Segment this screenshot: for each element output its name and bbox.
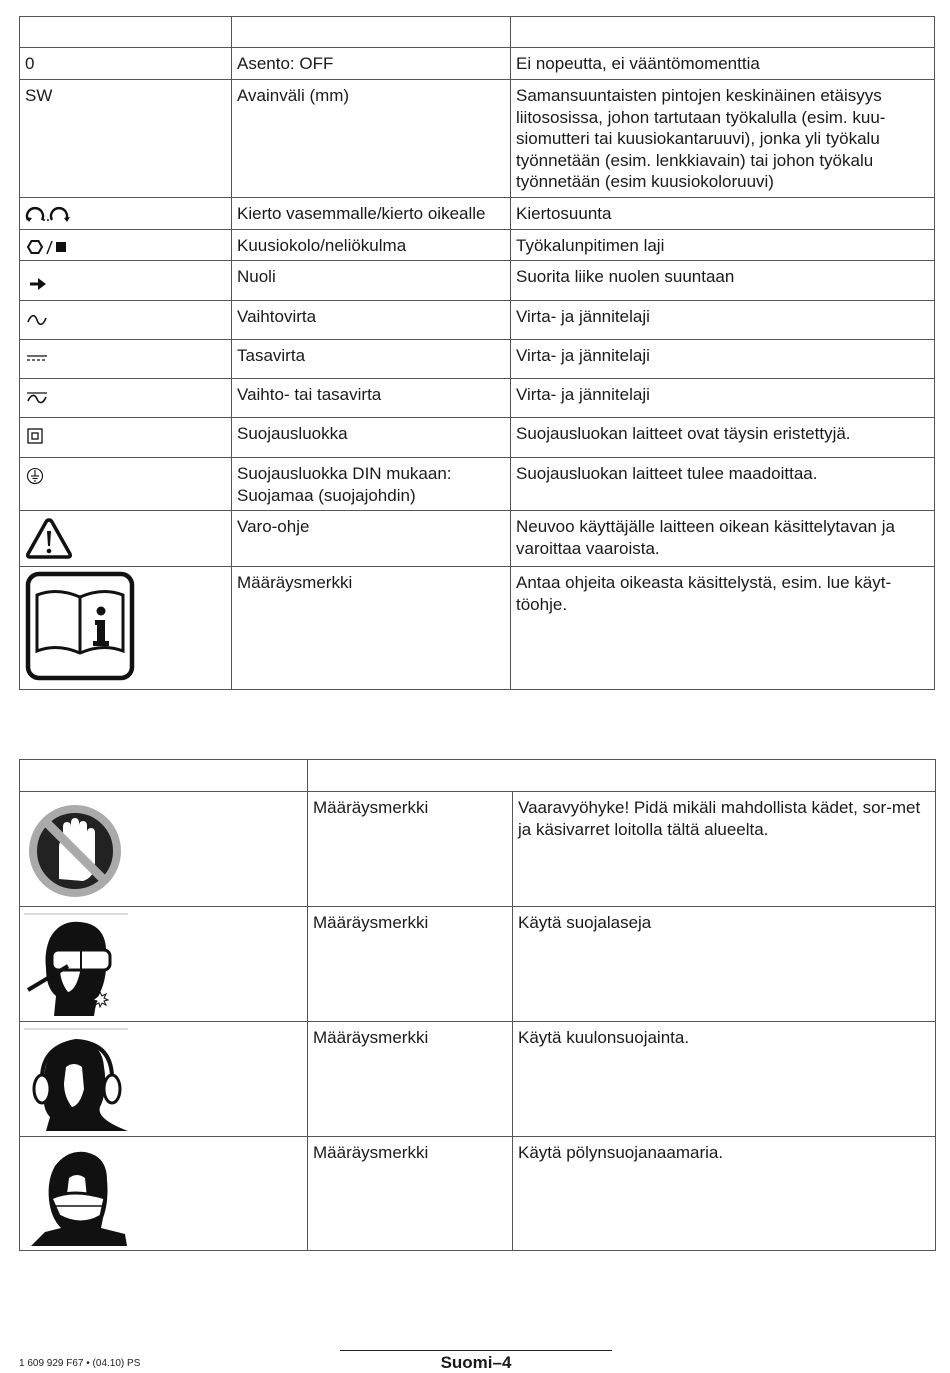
- hexagon-square-icon: [25, 238, 69, 256]
- table-row: [20, 301, 935, 340]
- table-row: [20, 1137, 936, 1251]
- desc-cell: Kiertosuunta: [511, 198, 935, 230]
- symbol-cell: [20, 567, 232, 690]
- symbol-cell: [20, 792, 308, 907]
- table-row: [20, 511, 935, 567]
- dust-mask-icon: [25, 1142, 131, 1248]
- protection-class-2-icon: [25, 426, 45, 446]
- desc-cell: Antaa ohjeita oikeasta käsittelystä, esim. lue käyt-töohje.: [511, 567, 935, 690]
- name-cell: Suojausluokka DIN mukaan: Suojamaa (suojajohdin): [232, 458, 511, 511]
- name-cell: Määräysmerkki: [308, 907, 513, 1022]
- table-header-row: [20, 760, 936, 792]
- ac-dc-icon: [25, 386, 49, 410]
- table-row: [20, 48, 935, 80]
- desc-cell: Käytä suojalaseja: [513, 907, 936, 1022]
- desc-cell: Ei nopeutta, ei vääntömomenttia: [511, 48, 935, 80]
- protective-earth-icon: [25, 466, 45, 486]
- name-cell: Varo-ohje: [232, 511, 511, 567]
- warning-triangle-icon: [25, 516, 73, 562]
- name-cell: Kierto vasemmalle/kierto oikealle: [232, 198, 511, 230]
- symbols-table: [19, 16, 935, 690]
- table-row: [20, 792, 936, 907]
- symbol-cell: [20, 511, 232, 567]
- name-cell: Asento: OFF: [232, 48, 511, 80]
- table-row: [20, 340, 935, 379]
- symbol-cell: [20, 340, 232, 379]
- page-number: Suomi–4: [440, 1353, 512, 1372]
- symbol-cell: SW: [20, 80, 232, 198]
- symbol-cell: [20, 907, 308, 1022]
- table-row: [20, 198, 935, 230]
- rotation-left-right-icon: [25, 206, 71, 224]
- desc-cell: Käytä kuulonsuojainta.: [513, 1022, 936, 1137]
- desc-cell: Vaaravyöhyke! Pidä mikäli mahdollista kädet, sor-met ja käsivarret loitolla tältä alueelta.: [513, 792, 936, 907]
- no-hands-icon: [25, 801, 125, 901]
- symbol-cell: 0: [20, 48, 232, 80]
- name-cell: Määräysmerkki: [232, 567, 511, 690]
- table-row: [20, 567, 935, 690]
- name-cell: Määräysmerkki: [308, 1022, 513, 1137]
- symbol-cell: [20, 230, 232, 261]
- symbol-cell: [20, 379, 232, 418]
- desc-cell: Suojausluokan laitteet tulee maadoittaa.: [511, 458, 935, 511]
- direct-current-icon: [25, 348, 49, 368]
- document-code: 1 609 929 F67 • (04.10) PS: [19, 1358, 141, 1369]
- desc-cell: Käytä pölynsuojanaamaria.: [513, 1137, 936, 1251]
- table-row: [20, 1022, 936, 1137]
- name-cell: Kuusiokolo/neliökulma: [232, 230, 511, 261]
- symbol-cell: [20, 1137, 308, 1251]
- desc-cell: Virta- ja jännitelaji: [511, 340, 935, 379]
- name-cell: Vaihto- tai tasavirta: [232, 379, 511, 418]
- symbol-cell: [20, 261, 232, 301]
- arrow-right-icon: [25, 272, 49, 296]
- footer-divider: [340, 1350, 612, 1351]
- symbol-cell: [20, 198, 232, 230]
- table-row: [20, 230, 935, 261]
- table-row: [20, 379, 935, 418]
- name-cell: Suojausluokka: [232, 418, 511, 458]
- mandatory-signs-table: [19, 759, 936, 1251]
- desc-cell: Suojausluokan laitteet ovat täysin eristettyjä.: [511, 418, 935, 458]
- table-row: [20, 418, 935, 458]
- alternating-current-icon: [25, 308, 49, 332]
- name-cell: Vaihtovirta: [232, 301, 511, 340]
- desc-cell: Suorita liike nuolen suuntaan: [511, 261, 935, 301]
- name-cell: Nuoli: [232, 261, 511, 301]
- symbol-cell: [20, 301, 232, 340]
- table-row: [20, 80, 935, 198]
- name-cell: Määräysmerkki: [308, 1137, 513, 1251]
- desc-cell: Virta- ja jännitelaji: [511, 379, 935, 418]
- table-row: [20, 261, 935, 301]
- read-manual-icon: [25, 571, 135, 681]
- symbol-cell: [20, 458, 232, 511]
- table-header-row: [20, 17, 935, 48]
- symbol-cell: [20, 418, 232, 458]
- desc-cell: Neuvoo käyttäjälle laitteen oikean käsittelytavan ja varoittaa vaaroista.: [511, 511, 935, 567]
- table-row: [20, 907, 936, 1022]
- desc-cell: Samansuuntaisten pintojen keskinäinen etäisyys liitososissa, johon tartutaan työkalulla (esim. kuu-siomutteri tai kuusiokantaruuvi), jonka yli työkalu työnnetään (esim. lenkkiavain) tai johon työkalu työnnetään (esim kuusiokoloruuvi): [511, 80, 935, 198]
- name-cell: Tasavirta: [232, 340, 511, 379]
- table-row: [20, 458, 935, 511]
- symbol-cell: [20, 1022, 308, 1137]
- desc-cell: Työkalunpitimen laji: [511, 230, 935, 261]
- ear-protection-icon: [24, 1027, 130, 1133]
- name-cell: Avainväli (mm): [232, 80, 511, 198]
- safety-goggles-icon: [24, 912, 130, 1018]
- name-cell: Määräysmerkki: [308, 792, 513, 907]
- desc-cell: Virta- ja jännitelaji: [511, 301, 935, 340]
